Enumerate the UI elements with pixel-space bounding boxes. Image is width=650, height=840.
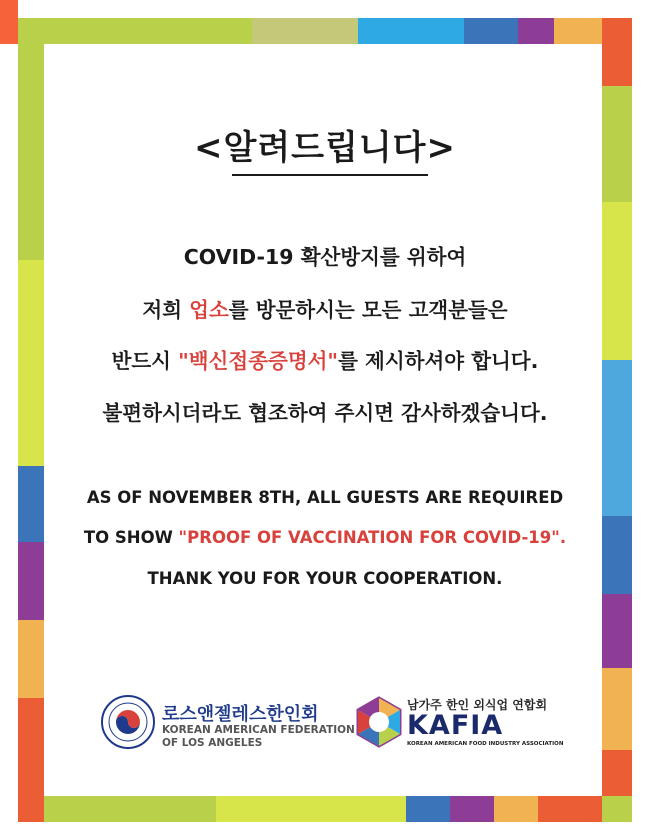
korean-line-1: COVID-19 확산방지를 위하여 (183, 245, 467, 269)
border-bottom-2 (44, 796, 216, 822)
kafia-korean-name: 남가주 한인 외식업 연합회 (407, 698, 548, 712)
english-line-2-highlight: "PROOF OF VACCINATION FOR COVID-19". (178, 528, 567, 547)
border-bottom-4 (406, 796, 450, 822)
border-bottom-3 (216, 796, 406, 822)
korean-line-2-highlight: 업소 (189, 298, 229, 322)
page-title: <알려드립니다> (193, 128, 457, 168)
border-right-1 (602, 44, 632, 86)
english-line-2 (0, 528, 650, 547)
klaf-seal-icon (100, 694, 156, 750)
kafia-wordmark: KAFIA (407, 710, 504, 741)
korean-line-2-after: 를 방문하시는 모든 고객분들은 (228, 298, 508, 322)
border-right-6 (602, 594, 632, 668)
border-bottom-7 (538, 796, 602, 822)
english-line-2-before: TO SHOW (83, 528, 179, 547)
border-top-7 (554, 18, 602, 44)
border-top-6 (518, 18, 554, 44)
border-right-3 (602, 202, 632, 360)
border-right-7 (602, 668, 632, 750)
korean-line-3-highlight: "백신접종증명서" (178, 349, 339, 373)
border-top-8 (602, 18, 632, 44)
klaf-logo (100, 690, 355, 752)
korean-line-2-before: 저희 (142, 298, 190, 322)
kafia-hexagon-icon (355, 696, 403, 748)
klaf-korean-name: 로스앤젤레스한인회 (162, 704, 319, 725)
border-right-8 (602, 750, 632, 796)
english-line-3: THANK YOU FOR YOUR COOPERATION. (147, 569, 503, 588)
kafia-logo (355, 690, 564, 752)
border-top-5 (464, 18, 518, 44)
border-top-3 (252, 18, 358, 44)
korean-line-4: 불편하시더라도 협조하여 주시면 감사하겠습니다. (102, 401, 548, 425)
border-bottom-6 (494, 796, 538, 822)
border-top-4 (358, 18, 464, 44)
english-line-1: AS OF NOVEMBER 8TH, ALL GUESTS ARE REQUIRED (86, 488, 564, 507)
border-top-2 (18, 18, 252, 44)
korean-line-3 (0, 344, 650, 374)
korean-line-3-after: 를 제시하셔야 합니다. (338, 349, 539, 373)
korean-line-3-before: 반드시 (111, 349, 179, 373)
border-bottom-8 (602, 796, 632, 822)
border-bottom-1 (18, 784, 44, 822)
title-underline (232, 174, 428, 176)
kafia-english-name: KOREAN AMERICAN FOOD INDUSTRY ASSOCIATION (407, 741, 564, 747)
korean-line-2 (0, 293, 650, 323)
border-bottom-5 (450, 796, 494, 822)
klaf-english-line-1: KOREAN AMERICAN FEDERATION (162, 724, 355, 736)
border-left-5 (18, 620, 44, 698)
border-left-6 (18, 698, 44, 784)
border-top-1 (0, 0, 18, 44)
klaf-english-line-2: OF LOS ANGELES (162, 737, 263, 749)
